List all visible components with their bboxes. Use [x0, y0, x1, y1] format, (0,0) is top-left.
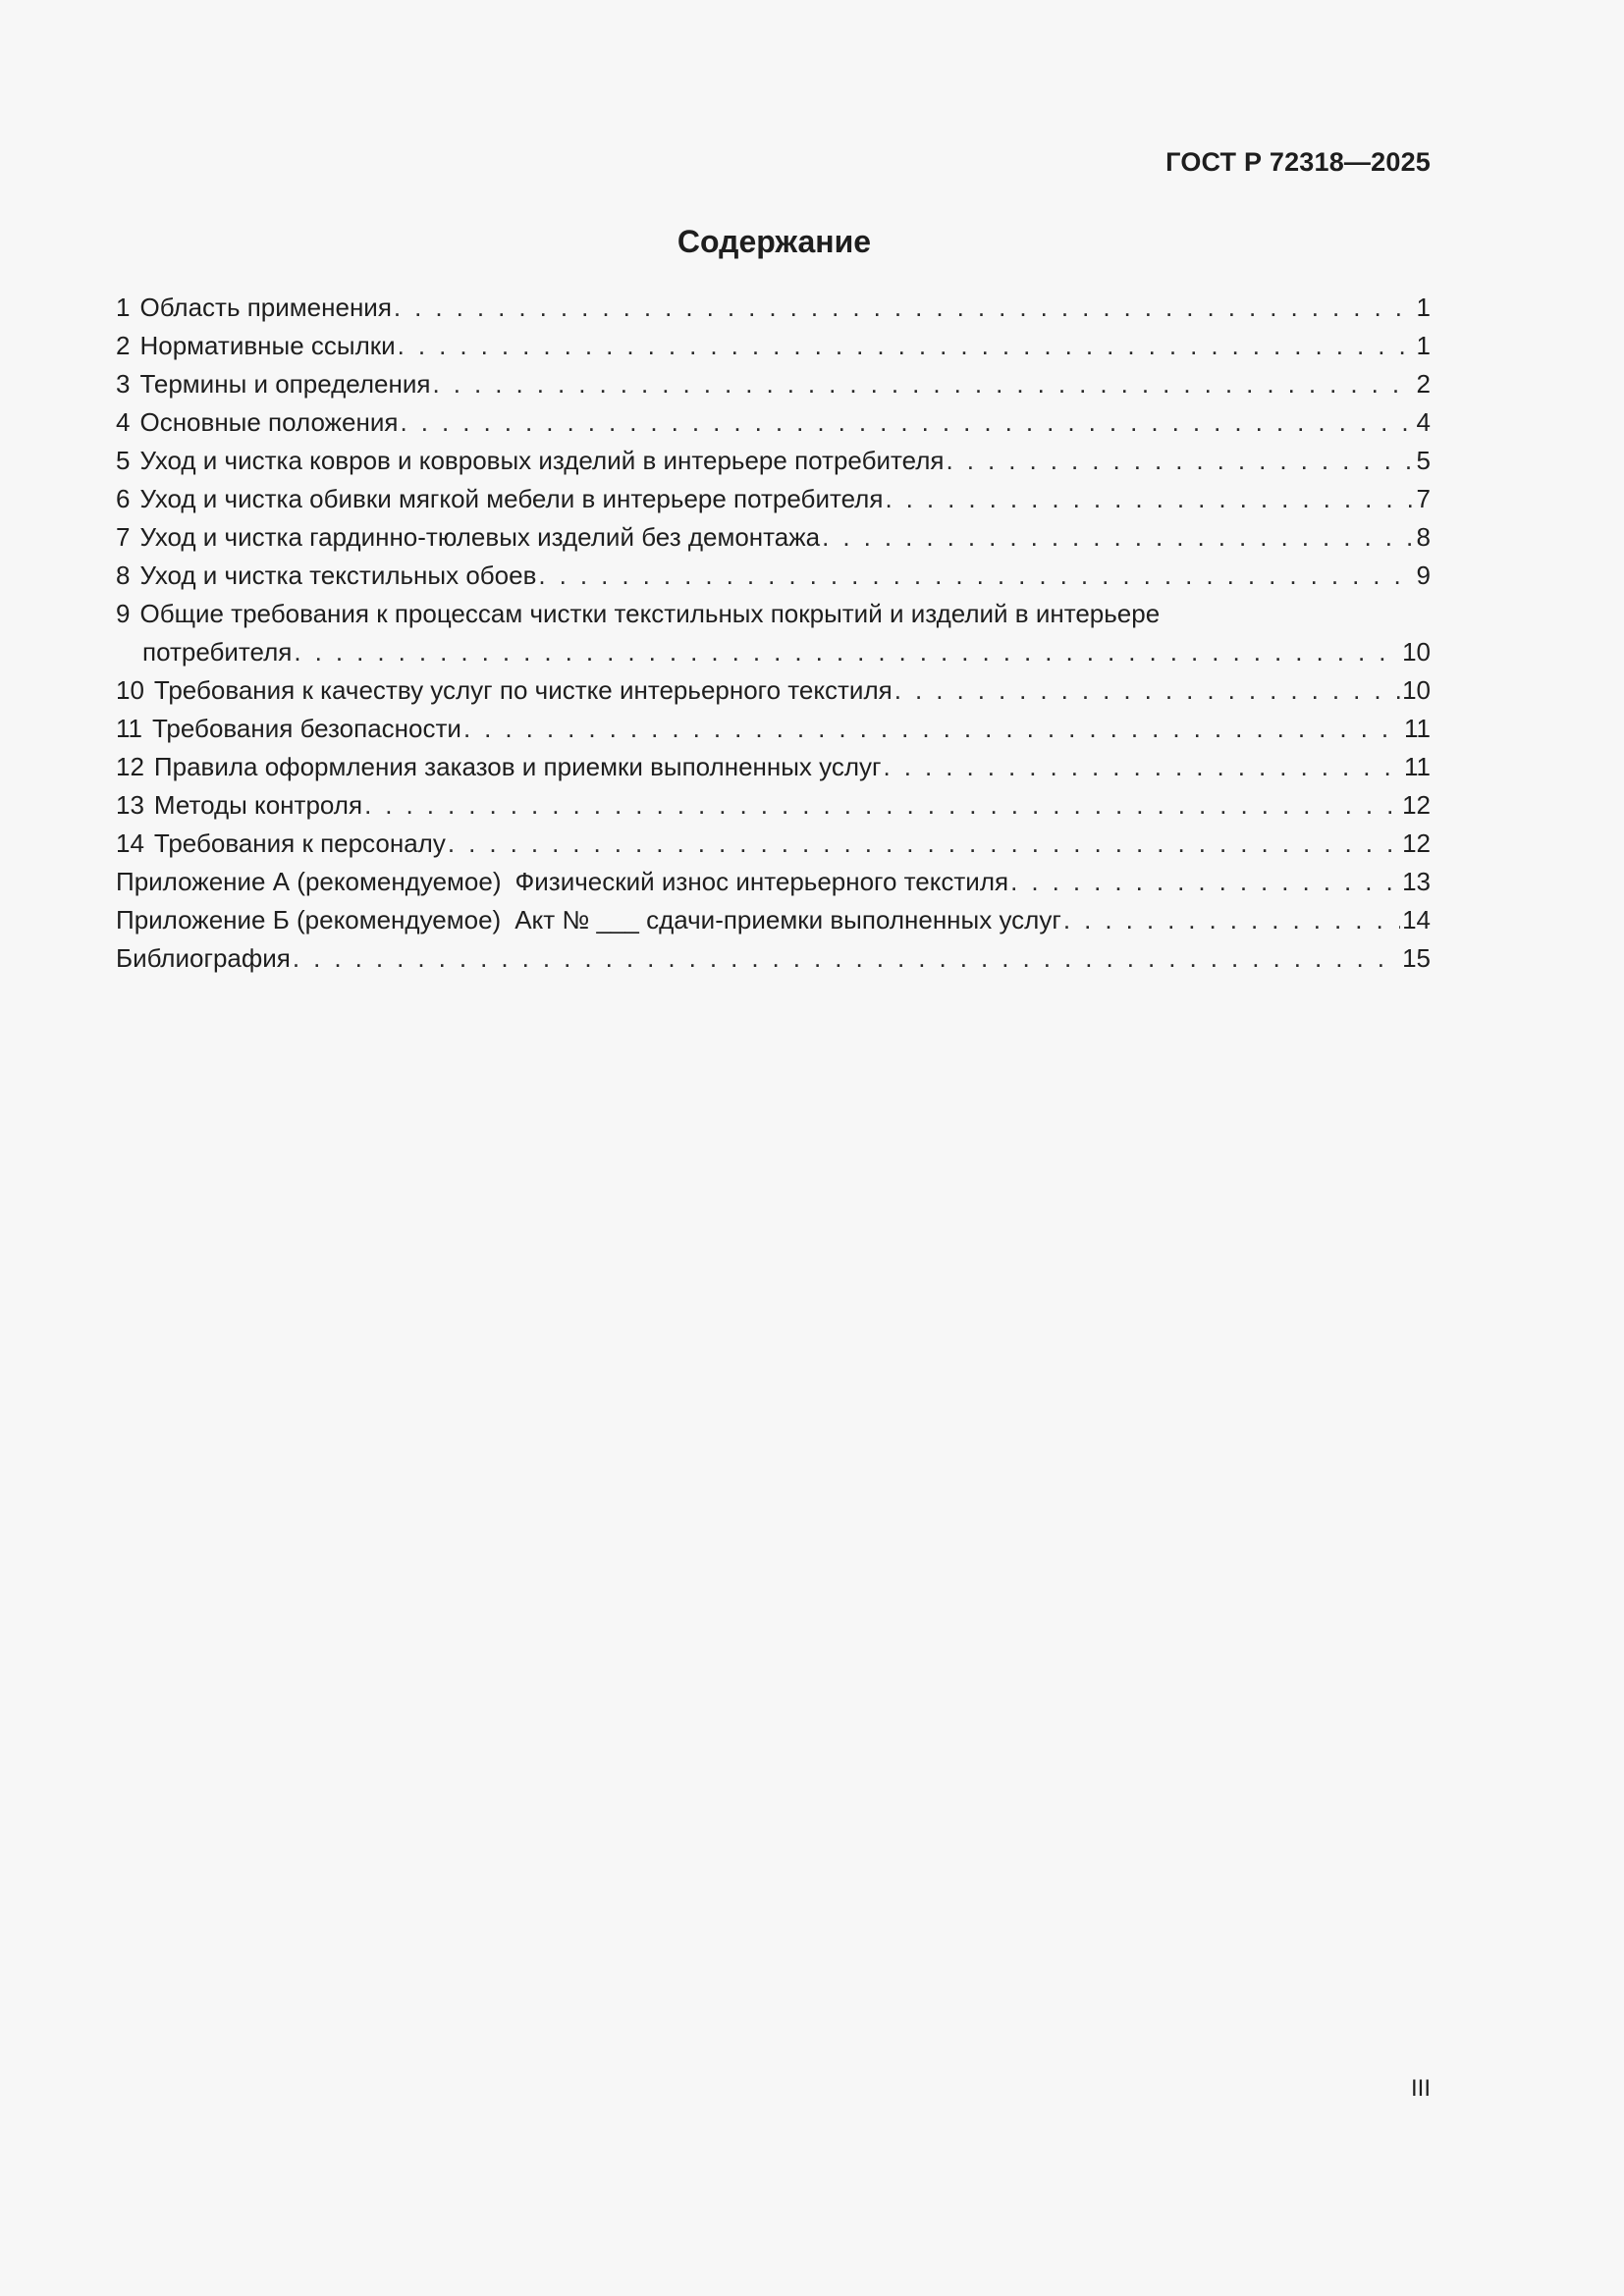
- toc-entry[interactable]: [116, 518, 1431, 557]
- toc-entry-appendix[interactable]: [116, 901, 1431, 939]
- toc-entry-title: Акт № ___ сдачи-приемки выполненных услуг: [514, 905, 1061, 934]
- page-number: III: [1410, 2075, 1431, 2102]
- toc-entry-number: 9: [116, 599, 131, 628]
- toc-entry-title: Уход и чистка ковров и ковровых изделий в интерьере потребителя: [139, 446, 945, 475]
- toc-entry[interactable]: [116, 748, 1431, 786]
- toc-entry[interactable]: [116, 671, 1431, 710]
- toc-entry-title: Область применения: [139, 293, 392, 322]
- table-of-contents: [116, 289, 1431, 978]
- toc-entry-appendix[interactable]: [116, 863, 1431, 901]
- dot-leader: [822, 518, 1414, 557]
- toc-entry-page: 8: [1416, 522, 1431, 552]
- toc-entry[interactable]: [116, 825, 1431, 863]
- dot-leader: [885, 480, 1414, 518]
- dot-leader: [398, 327, 1415, 365]
- toc-entry[interactable]: [116, 365, 1431, 403]
- toc-entry-title: Библиография: [116, 943, 291, 973]
- toc-entry[interactable]: [116, 710, 1431, 748]
- toc-entry-multiline[interactable]: [116, 595, 1431, 633]
- toc-entry-continuation[interactable]: [116, 633, 1431, 671]
- toc-entry-number: 11: [116, 714, 142, 743]
- toc-entry-number: 7: [116, 522, 131, 552]
- toc-entry-number: 2: [116, 331, 131, 360]
- toc-title: Содержание: [677, 224, 872, 259]
- toc-entry-number: 3: [116, 369, 131, 399]
- appendix-label: Приложение Б (рекомендуемое): [116, 905, 502, 934]
- toc-entry-page: 11: [1404, 752, 1431, 781]
- toc-entry-page: 9: [1416, 561, 1431, 590]
- toc-entry-page: 13: [1402, 867, 1431, 896]
- toc-entry[interactable]: [116, 442, 1431, 480]
- toc-entry-number: 1: [116, 293, 131, 322]
- toc-entry[interactable]: [116, 786, 1431, 825]
- toc-entry-number: 14: [116, 828, 144, 858]
- appendix-label: Приложение А (рекомендуемое): [116, 867, 502, 896]
- dot-leader: [894, 671, 1400, 710]
- toc-entry-page: 14: [1402, 905, 1431, 934]
- toc-entry-title-line2: потребителя: [142, 637, 293, 667]
- dot-leader: [432, 365, 1414, 403]
- toc-entry-number: 5: [116, 446, 131, 475]
- toc-entry-page: 11: [1404, 714, 1431, 743]
- toc-entry[interactable]: [116, 480, 1431, 518]
- dot-leader: [884, 748, 1402, 786]
- toc-entry-page: 1: [1416, 293, 1431, 322]
- toc-entry-bibliography[interactable]: [116, 939, 1431, 978]
- toc-entry-title: Уход и чистка гардинно-тюлевых изделий без демонтажа: [139, 522, 821, 552]
- toc-entry-title-line1: Общие требования к процессам чистки текстильных покрытий и изделий в интерьере: [139, 599, 1161, 628]
- toc-entry-title: Требования к персоналу: [153, 828, 446, 858]
- toc-entry-page: 4: [1416, 407, 1431, 437]
- toc-entry-page: 1: [1416, 331, 1431, 360]
- toc-entry[interactable]: [116, 403, 1431, 442]
- dot-leader: [394, 289, 1415, 327]
- toc-entry-page: 2: [1416, 369, 1431, 399]
- dot-leader: [294, 633, 1400, 671]
- toc-entry-number: 6: [116, 484, 131, 513]
- toc-entry-title: Уход и чистка текстильных обоев: [139, 561, 537, 590]
- toc-entry-title: Требования безопасности: [152, 714, 461, 743]
- dot-leader: [538, 557, 1414, 595]
- toc-entry-number: 10: [116, 675, 144, 705]
- toc-entry-page: 7: [1416, 484, 1431, 513]
- toc-entry-title: Требования к качеству услуг по чистке интерьерного текстиля: [153, 675, 893, 705]
- toc-entry-title: Правила оформления заказов и приемки выполненных услуг: [153, 752, 882, 781]
- toc-entry-page: 12: [1402, 790, 1431, 820]
- toc-entry-number: 8: [116, 561, 131, 590]
- toc-entry-page: 15: [1402, 943, 1431, 973]
- toc-entry[interactable]: [116, 557, 1431, 595]
- toc-entry-title: Уход и чистка обивки мягкой мебели в интерьере потребителя: [139, 484, 884, 513]
- toc-entry-number: 13: [116, 790, 144, 820]
- toc-entry-title: Основные положения: [139, 407, 399, 437]
- toc-entry-number: 12: [116, 752, 144, 781]
- toc-entry-page: 12: [1402, 828, 1431, 858]
- toc-entry-number: 4: [116, 407, 131, 437]
- dot-leader: [463, 710, 1402, 748]
- toc-entry-title: Физический износ интерьерного текстиля: [514, 867, 1009, 896]
- toc-entry[interactable]: [116, 327, 1431, 365]
- dot-leader: [364, 786, 1400, 825]
- toc-entry-page: 5: [1416, 446, 1431, 475]
- toc-entry[interactable]: [116, 289, 1431, 327]
- dot-leader: [1010, 863, 1400, 901]
- dot-leader: [1063, 901, 1400, 939]
- toc-entry-title: Нормативные ссылки: [139, 331, 396, 360]
- toc-entry-title: Термины и определения: [139, 369, 431, 399]
- dot-leader: [400, 403, 1414, 442]
- document-code: ГОСТ Р 72318—2025: [1165, 147, 1431, 177]
- dot-leader: [448, 825, 1400, 863]
- toc-entry-page: 10: [1402, 637, 1431, 667]
- dot-leader: [946, 442, 1414, 480]
- toc-entry-title: Методы контроля: [153, 790, 363, 820]
- toc-entry-page: 10: [1402, 675, 1431, 705]
- dot-leader: [293, 939, 1400, 978]
